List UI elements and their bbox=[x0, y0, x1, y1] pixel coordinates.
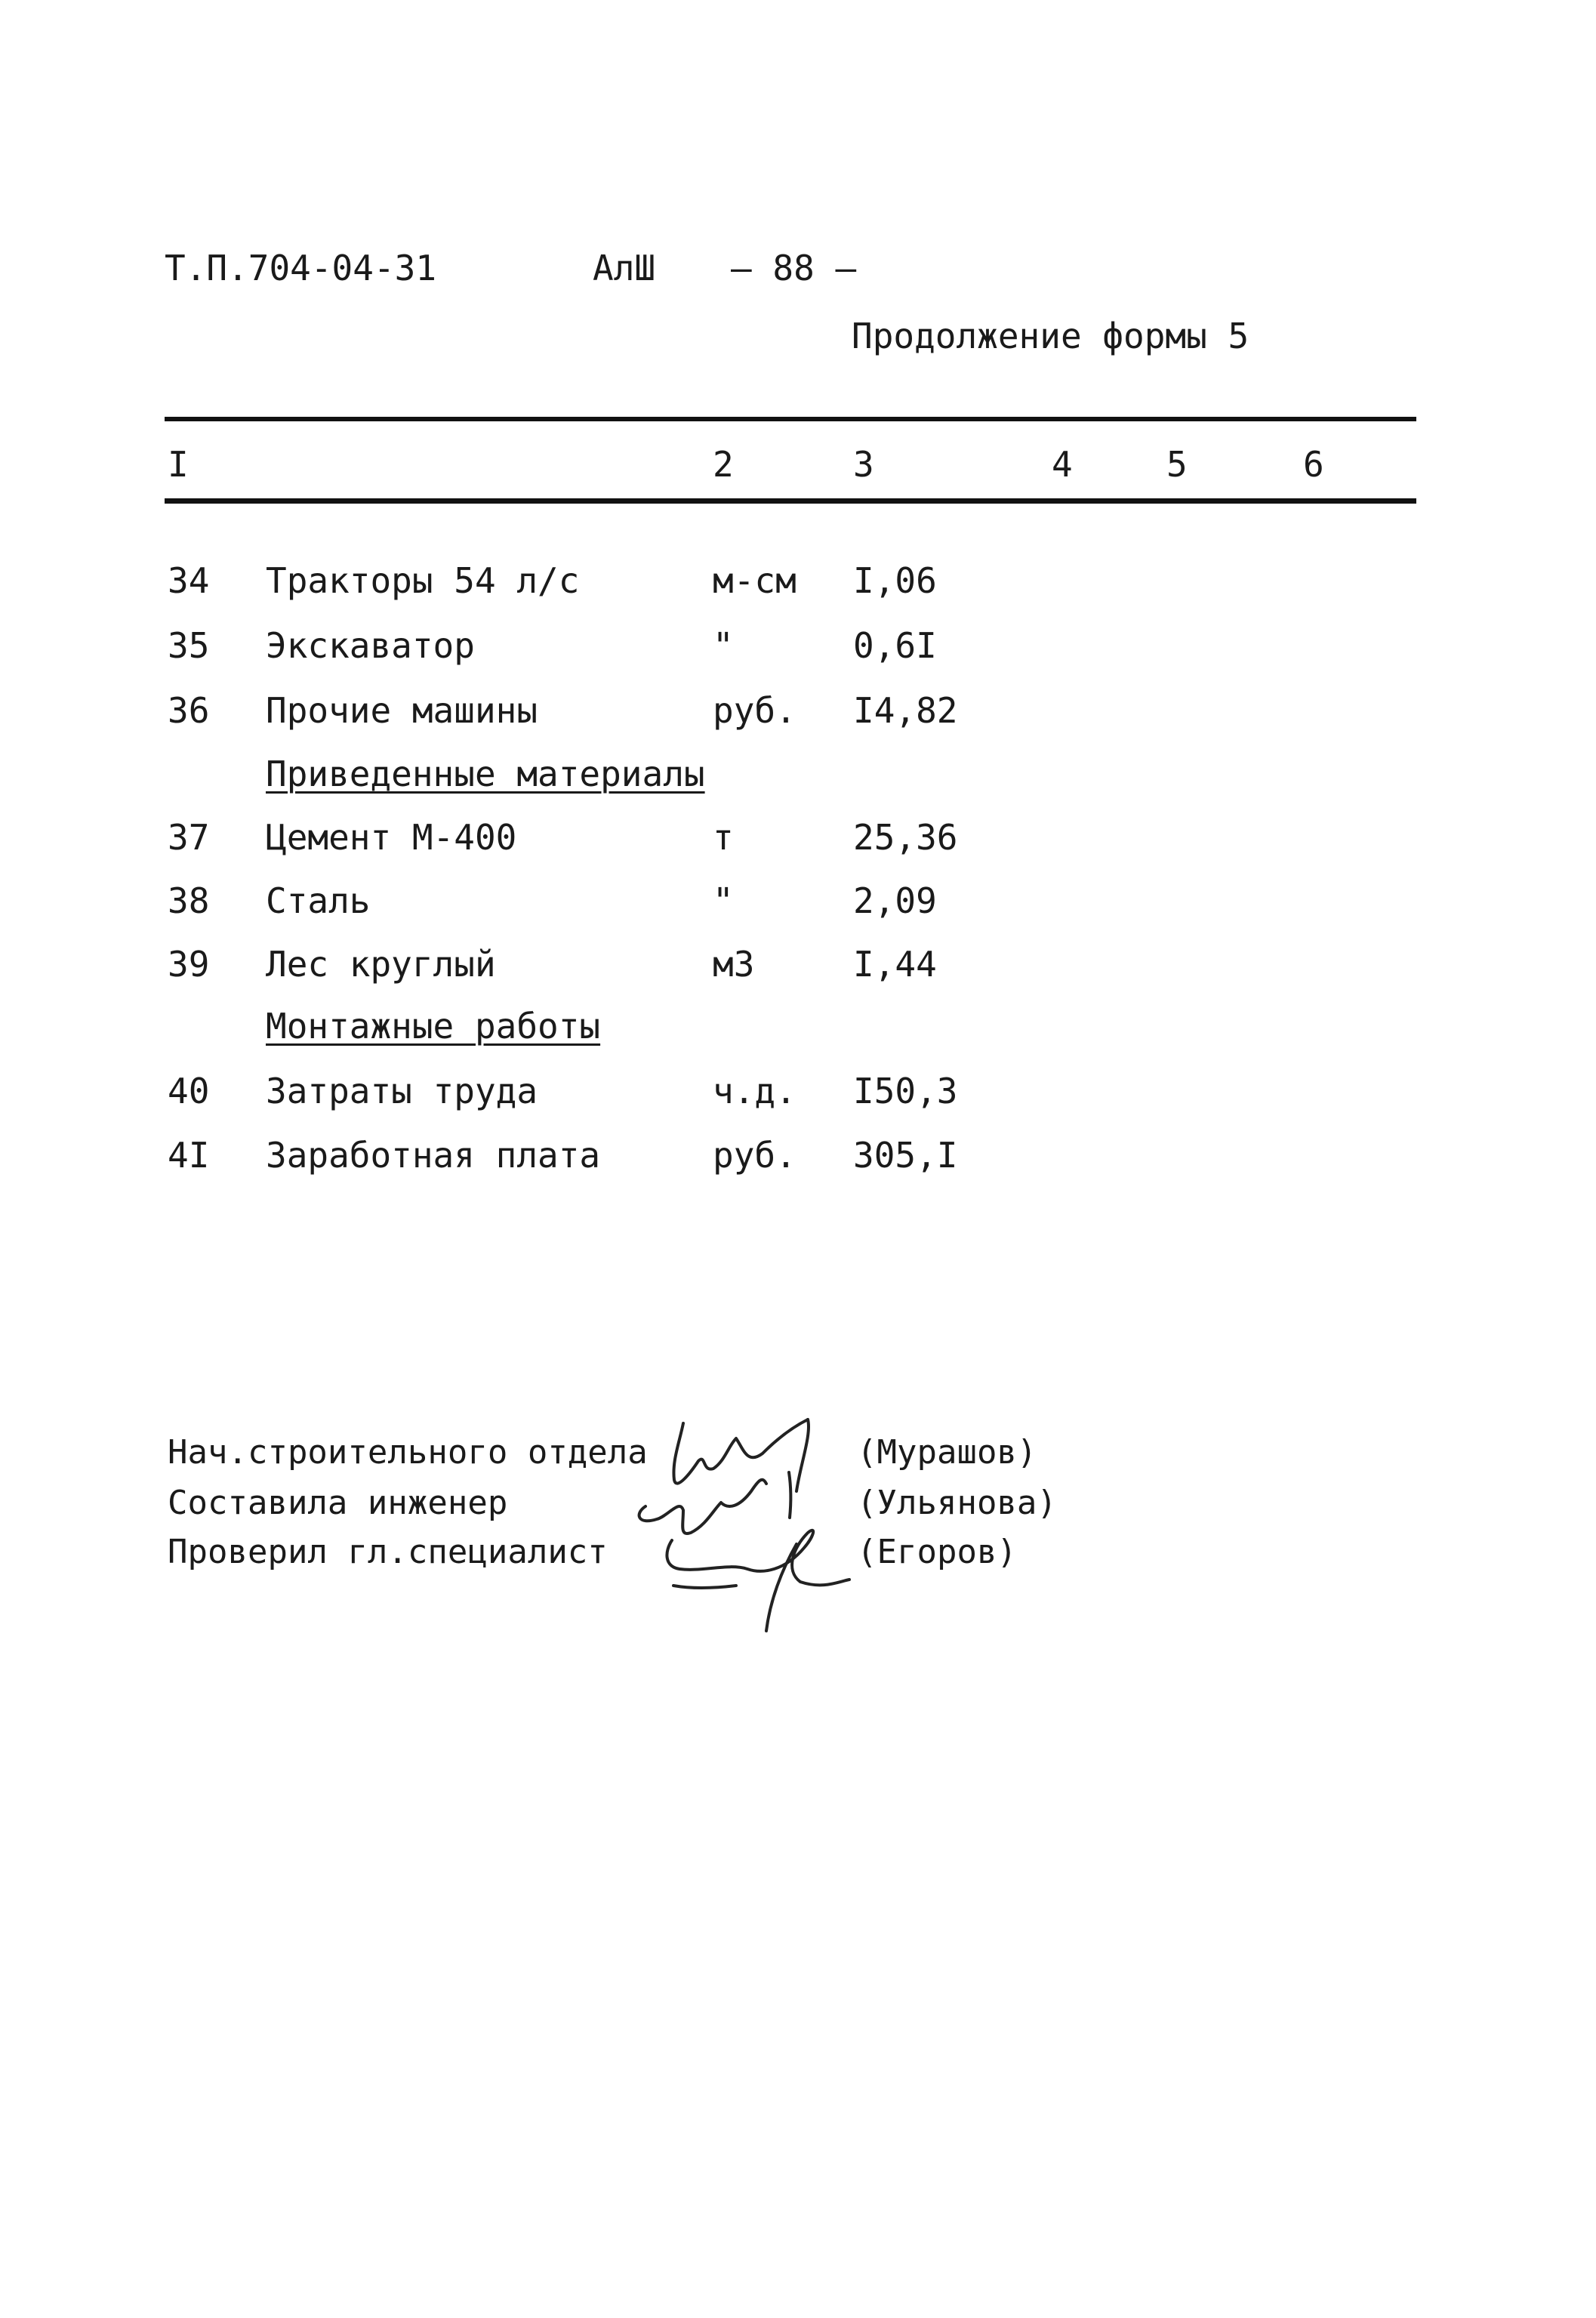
row-unit: " bbox=[713, 625, 734, 666]
row-name: Прочие машины bbox=[266, 690, 538, 731]
signature-role: Нач.строительного отдела bbox=[168, 1433, 648, 1472]
row-value: 25,36 bbox=[853, 817, 958, 858]
row-unit: руб. bbox=[713, 690, 796, 731]
signature-role: Составила инженер bbox=[168, 1484, 508, 1522]
column-header-6: 6 bbox=[1303, 444, 1324, 485]
row-number: 36 bbox=[168, 690, 210, 731]
row-value: I,44 bbox=[853, 944, 937, 985]
signature-ulyanova-stroke bbox=[639, 1480, 766, 1534]
row-number: 35 bbox=[168, 625, 210, 666]
signature-role: Проверил гл.специалист bbox=[168, 1533, 608, 1571]
row-value: 305,I bbox=[853, 1135, 958, 1176]
section-heading: Приведенные материалы bbox=[266, 754, 705, 794]
row-number: 38 bbox=[168, 880, 210, 921]
album-code: АлШ bbox=[593, 248, 656, 288]
row-name: Сталь bbox=[266, 880, 371, 921]
row-number: 39 bbox=[168, 944, 210, 985]
row-number: 4I bbox=[168, 1135, 210, 1176]
row-name: Заработная плата bbox=[266, 1135, 601, 1176]
signature-name: (Мурашов) bbox=[857, 1433, 1037, 1472]
row-name: Тракторы 54 л/с bbox=[266, 560, 580, 601]
row-unit: м-см bbox=[713, 560, 796, 601]
row-value: I50,3 bbox=[853, 1071, 958, 1111]
row-unit: т bbox=[713, 817, 734, 858]
row-value: 2,09 bbox=[853, 880, 937, 921]
row-name: Цемент М-400 bbox=[266, 817, 517, 858]
column-header-3: 3 bbox=[853, 444, 874, 485]
row-name: Лес круглый bbox=[266, 944, 496, 985]
row-value: 0,6I bbox=[853, 625, 937, 666]
row-unit: м3 bbox=[713, 944, 755, 985]
signature-egorov-stroke bbox=[667, 1530, 849, 1586]
page-number: — 88 — bbox=[731, 248, 857, 288]
row-value: I4,82 bbox=[853, 690, 958, 731]
signature-name: (Егоров) bbox=[857, 1533, 1017, 1571]
row-value: I,06 bbox=[853, 560, 937, 601]
row-number: 37 bbox=[168, 817, 210, 858]
signature-name: (Ульянова) bbox=[857, 1484, 1057, 1522]
row-number: 34 bbox=[168, 560, 210, 601]
column-header-5: 5 bbox=[1166, 444, 1188, 485]
row-name: Экскаватор bbox=[266, 625, 475, 666]
column-header-4: 4 bbox=[1052, 444, 1073, 485]
document-code: Т.П.704-04-31 bbox=[165, 248, 437, 288]
continuation-label: Продолжение формы 5 bbox=[852, 316, 1249, 356]
section-heading: Монтажные работы bbox=[266, 1006, 601, 1046]
column-header-2: 2 bbox=[713, 444, 734, 485]
row-unit: " bbox=[713, 880, 734, 921]
row-name: Затраты труда bbox=[266, 1071, 538, 1111]
row-unit: руб. bbox=[713, 1135, 796, 1176]
row-unit: ч.д. bbox=[713, 1071, 796, 1111]
column-header-1: I bbox=[168, 444, 189, 485]
row-number: 40 bbox=[168, 1071, 210, 1111]
